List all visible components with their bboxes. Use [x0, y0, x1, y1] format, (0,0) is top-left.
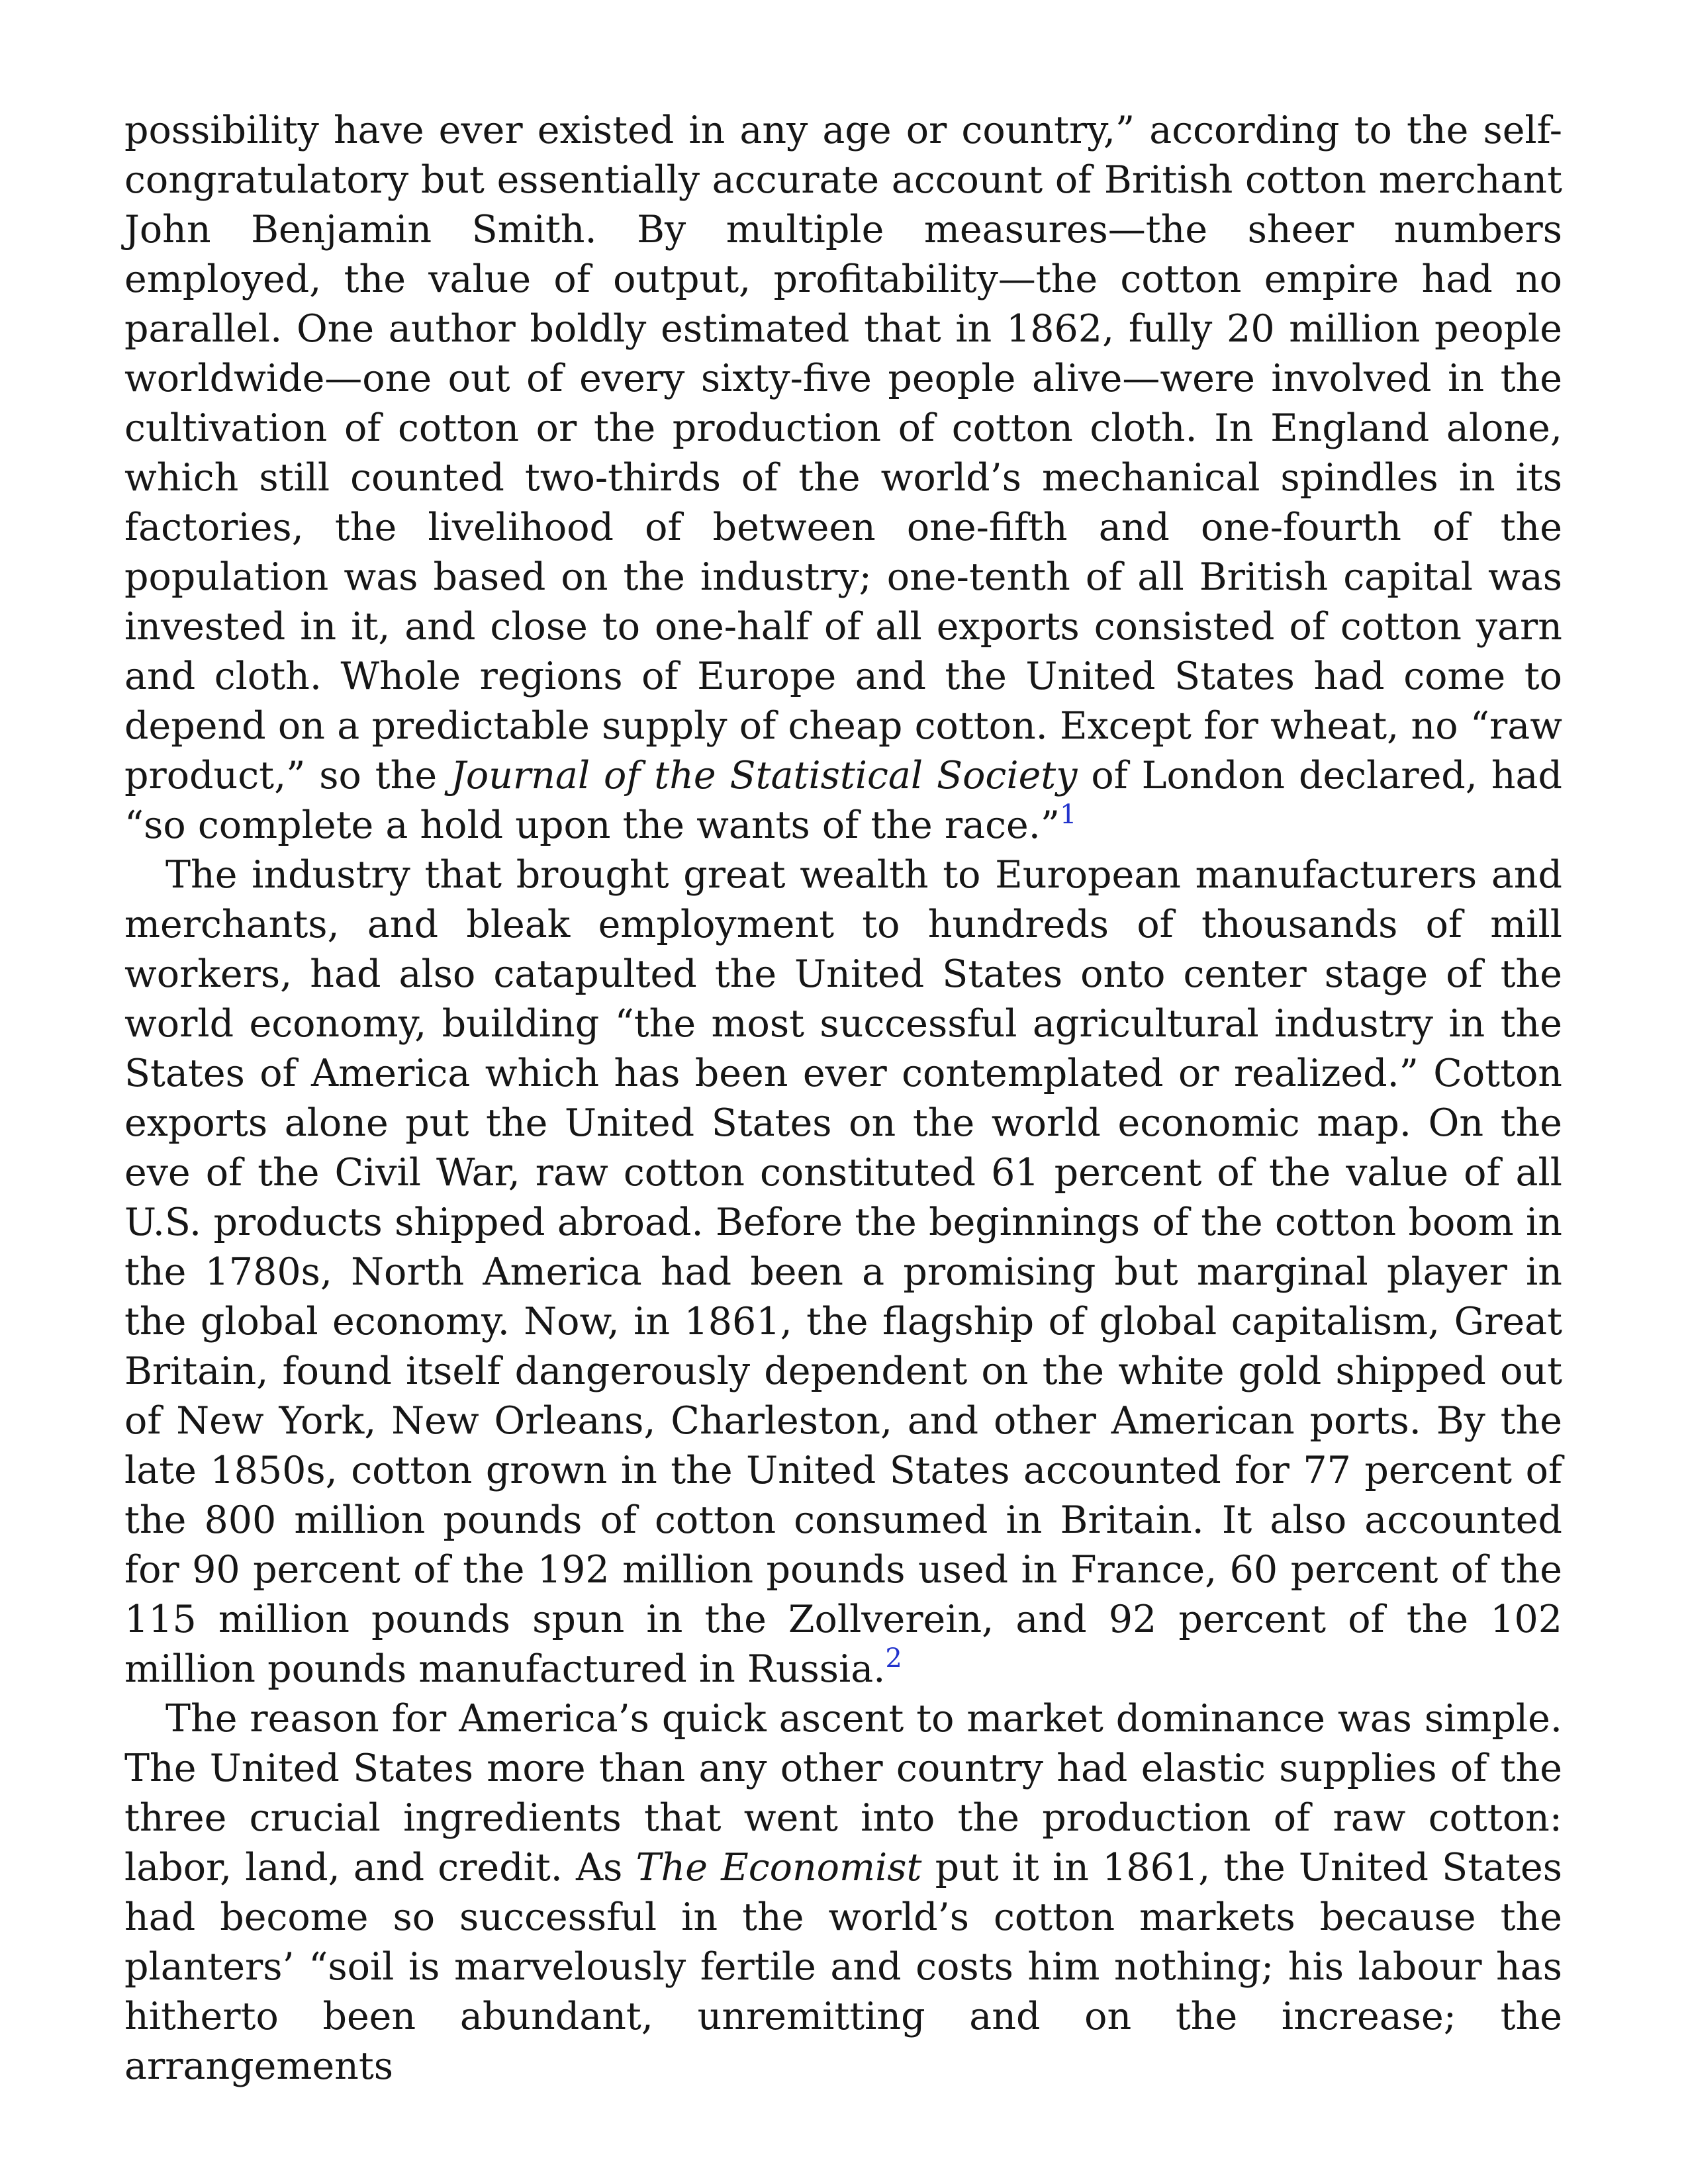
footnote-link-1[interactable]: 1 — [1060, 799, 1077, 830]
paragraph-2-text: The industry that brought great wealth to European manufacturers and merchants, and bleak employment to hundreds of thousands of mill workers, had also catapulted the United States onto center stage of the world economy, building “the most successful agricultural industry in the States of America which has been ever contemplated or realized.” Cotton exports alone put the United States on the world economic map. On the eve of the Civil War, raw cotton constituted 61 percent of the value of all U.S. products shipped abroad. Before the beginnings of the cotton boom in the 1780s, North America had been a promising but marginal player in the global economy. Now, in 1861, the flagship of global capitalism, Great Britain, found itself dangerously dependent on the white gold shipped out of New York, New Orleans, Charleston, and other American ports. By the late 1850s, cotton grown in the United States accounted for 77 percent of the 800 million pounds of cotton consumed in Britain. It also accounted for 90 percent of the 192 million pounds used in France, 60 percent of the 115 million pounds spun in the Zollverein, and 92 percent of the 102 million pounds manufactured in Russia. — [124, 853, 1562, 1691]
book-page-text — [124, 106, 1562, 2091]
paragraph-1-text-b: of London declared, had “so complete a hold upon the wants of the race.” — [124, 754, 1562, 847]
journal-title-italic: Journal of the Statistical Society — [451, 754, 1078, 797]
paragraph-3-text-b: put it in 1861, the United States had become so successful in the world’s cotton markets because the planters’ “soil is marvelously fertile and costs him nothing; his labour has hitherto been abundant, unremitting and on the increase; the arrangements — [124, 1846, 1562, 2088]
paragraph-2 — [124, 850, 1562, 1694]
paragraph-1 — [124, 106, 1562, 850]
economist-title-italic: The Economist — [635, 1846, 922, 1889]
paragraph-3-text-a: The reason for America’s quick ascent to market dominance was simple. The United States more than any other country had elastic supplies of the three crucial ingredients that went into the production of raw cotton: labor, land, and credit. As — [124, 1697, 1562, 1889]
footnote-link-2[interactable]: 2 — [885, 1643, 902, 1674]
paragraph-3 — [124, 1694, 1562, 2091]
paragraph-1-text-a: possibility have ever existed in any age or country,” according to the self-congratulatory but essentially accurate account of British cotton merchant John Benjamin Smith. By multiple measures—the sheer numbers employed, the value of output, profitability—the cotton empire had no parallel. One author boldly estimated that in 1862, fully 20 million people worldwide—one out of every sixty-five people alive—were involved in the cultivation of cotton or the production of cotton cloth. In England alone, which still counted two-thirds of the world’s mechanical spindles in its factories, the livelihood of between one-fifth and one-fourth of the population was based on the industry; one-tenth of all British capital was invested in it, and close to one-half of all exports consisted of cotton yarn and cloth. Whole regions of Europe and the United States had come to depend on a predictable supply of cheap cotton. Except for wheat, no “raw product,” so the — [124, 109, 1562, 797]
